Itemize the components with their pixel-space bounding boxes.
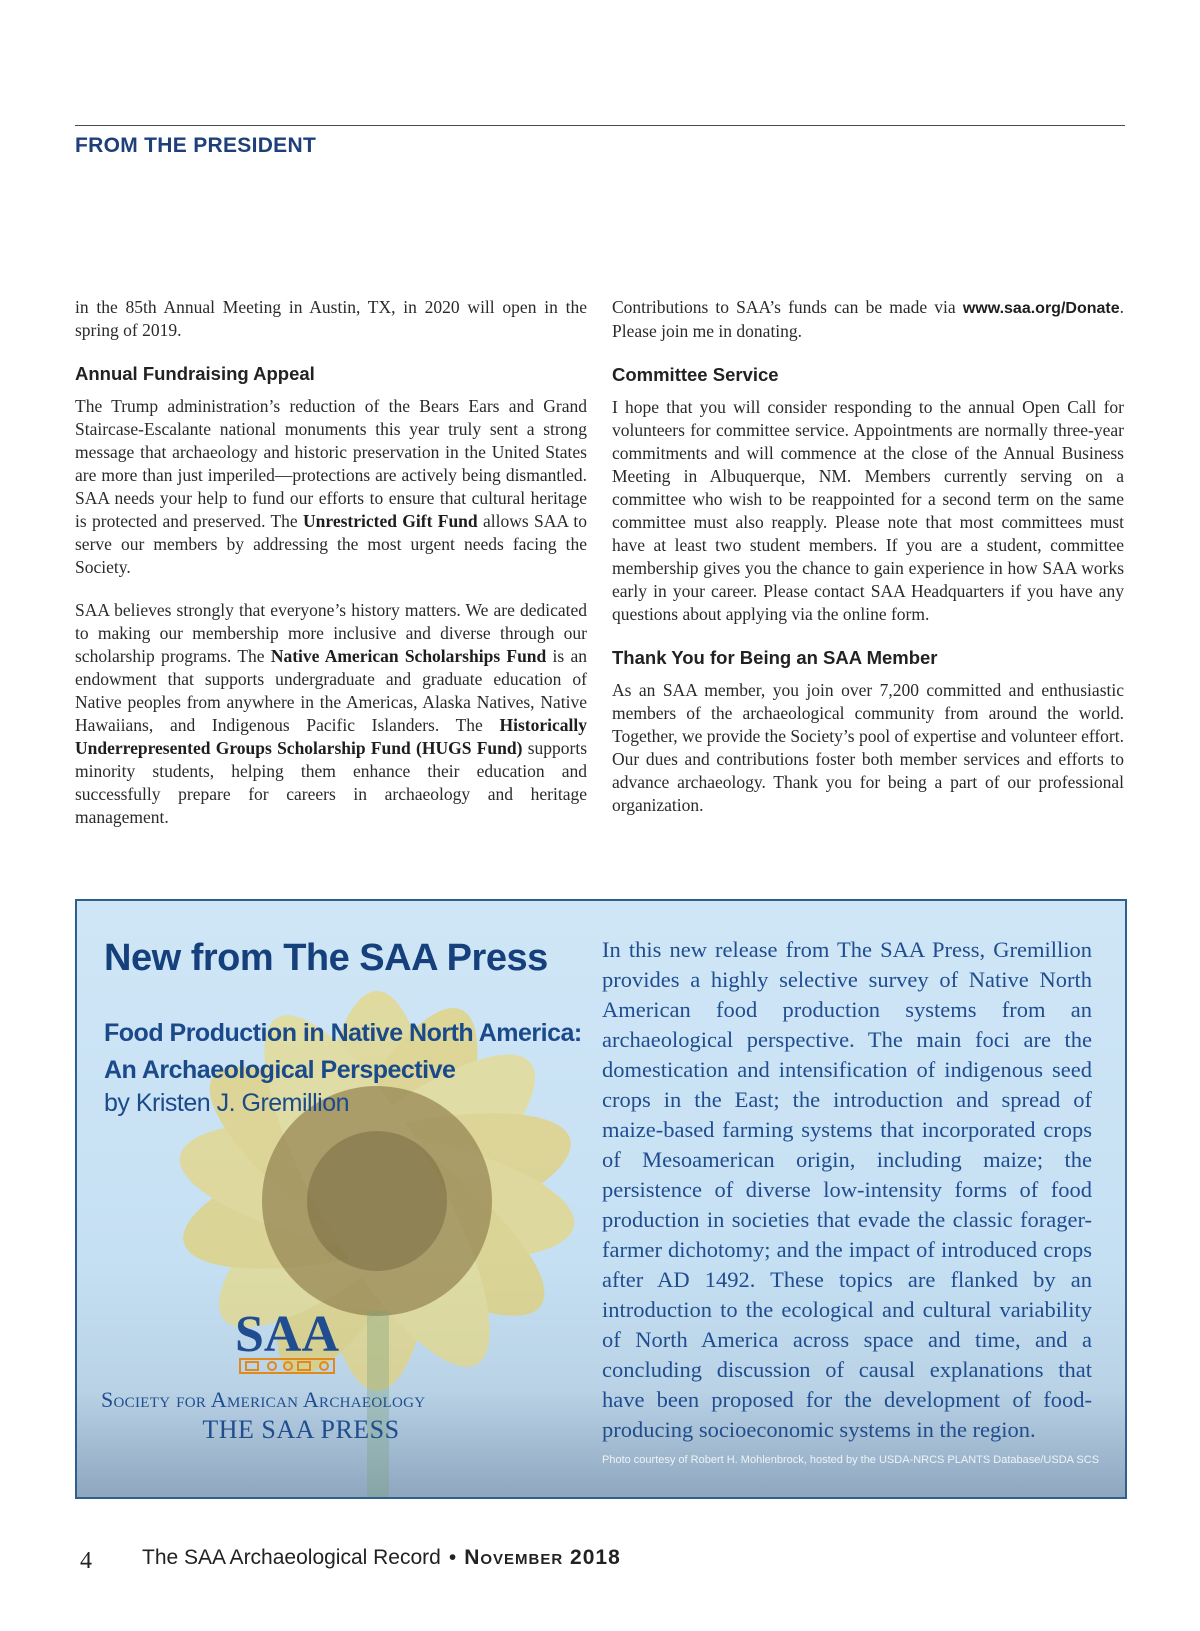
- committee-heading: Committee Service: [612, 364, 779, 385]
- book-author: by Kristen J. Gremillion: [104, 1089, 350, 1117]
- unrestricted-fund-name: Unrestricted Gift Fund: [303, 511, 478, 531]
- left-column: [75, 296, 587, 849]
- footer-publication-line: [142, 1546, 621, 1570]
- committee-paragraph: I hope that you will consider responding to the annual Open Call for volunteers for committee service. Appointments are normally three-year commitments and will commence at the close of the Annual Business Meeting in Albuquerque, NM. Members currently serving on a committee who wish to be reappointed for a second term on the same committee must also reapply. Please note that most committees must have at least two student members. If you are a student, committee membership gives you the chance to gain experience in how SAA works early in your career. Please contact SAA Headquarters if you have any questions about applying via the online form.: [612, 397, 1124, 624]
- intro-paragraph: in the 85th Annual Meeting in Austin, TX, in 2020 will open in the spring of 2019.: [75, 297, 587, 340]
- book-description: In this new release from The SAA Press, Gremillion provides a highly selective survey of Native North American food production systems from an archaeological perspective. The main foci are the domestication and intensification of indigenous seed crops in the East; the introduction and spread of maize-based farming systems that incorporated crops of Mesoamerican origin, including maize; the persistence of diverse low-intensity forms of food production in societies that evade the classic forager-farmer dichotomy; and the impact of introduced crops after AD 1492. These topics are flanked by an introduction to the ecological and cultural variability of North America across space and time, and a concluding discussion of causal explanations that have been proposed for the development of food-producing socioeconomic systems in the region.: [602, 937, 1092, 1442]
- saa-logo: [232, 1307, 342, 1377]
- hugs-fund-name: Historically Underrepresented Groups Scholarship Fund (HUGS Fund): [75, 715, 587, 758]
- society-name: Society for American Archaeology: [101, 1387, 426, 1412]
- donate-paragraph: Contributions to SAA’s funds can be made via www.saa.org/Donate. Please join me in donating.: [612, 297, 1124, 341]
- fundraising-paragraph-2: SAA believes strongly that everyone’s history matters. We are dedicated to making our membership more inclusive and diverse through our scholarship programs. The Native American Scholarships Fund is an endowment that supports undergraduate and graduate education of Native peoples from anywhere in the Americas, Alaska Natives, Native Hawaiians, and Indigenous Pacific Islanders. The Historically Underrepresented Groups Scholarship Fund (HUGS Fund) supports minority students, helping them enhance their education and successfully prepare for careers in archaeology and heritage management.: [75, 600, 588, 827]
- section-title: FROM THE PRESIDENT: [75, 134, 317, 157]
- saa-logo-letters: SAA: [234, 1307, 340, 1363]
- issue-date: November 2018: [464, 1546, 621, 1569]
- donate-link[interactable]: www.saa.org/Donate: [962, 300, 1120, 317]
- publication-title: The SAA Archaeological Record: [142, 1546, 441, 1569]
- ad-title: New from The SAA Press: [104, 937, 548, 979]
- thanks-heading: Thank You for Being an SAA Member: [612, 647, 938, 668]
- right-column: [612, 296, 1124, 837]
- photo-credit: Photo courtesy of Robert H. Mohlenbrock, hosted by the USDA-NRCS PLANTS Database/USDA SCS: [602, 1454, 1100, 1466]
- header-rule: [75, 125, 1125, 126]
- page-number: 4: [80, 1548, 92, 1574]
- thanks-paragraph: As an SAA member, you join over 7,200 committed and enthusiastic members of the archaeological community from around the world. Together, we provide the Society’s pool of expertise and volunteer effort. Our dues and contributions foster both member services and efforts to advance archaeology. Thank you for being a part of our professional organization.: [612, 680, 1124, 815]
- saa-press-advertisement: [75, 899, 1127, 1499]
- fundraising-paragraph-1: The Trump administration’s reduction of the Bears Ears and Grand Staircase-Escalante national monuments this year truly sent a strong message that archaeology and historic preservation in the United States are more than just imperiled—protections are actively being dismantled. SAA needs your help to fund our efforts to ensure that cultural heritage is protected and preserved. The Unrestricted Gift Fund allows SAA to serve our members by addressing the most urgent needs facing the Society.: [75, 396, 587, 577]
- native-american-fund-name: Native American Scholarships Fund: [270, 646, 547, 666]
- press-name: THE SAA PRESS: [202, 1415, 400, 1444]
- book-title: Food Production in Native North America: An Archaeological Perspective: [104, 1019, 582, 1084]
- fundraising-heading: Annual Fundraising Appeal: [75, 363, 315, 384]
- footer-separator: •: [448, 1546, 457, 1569]
